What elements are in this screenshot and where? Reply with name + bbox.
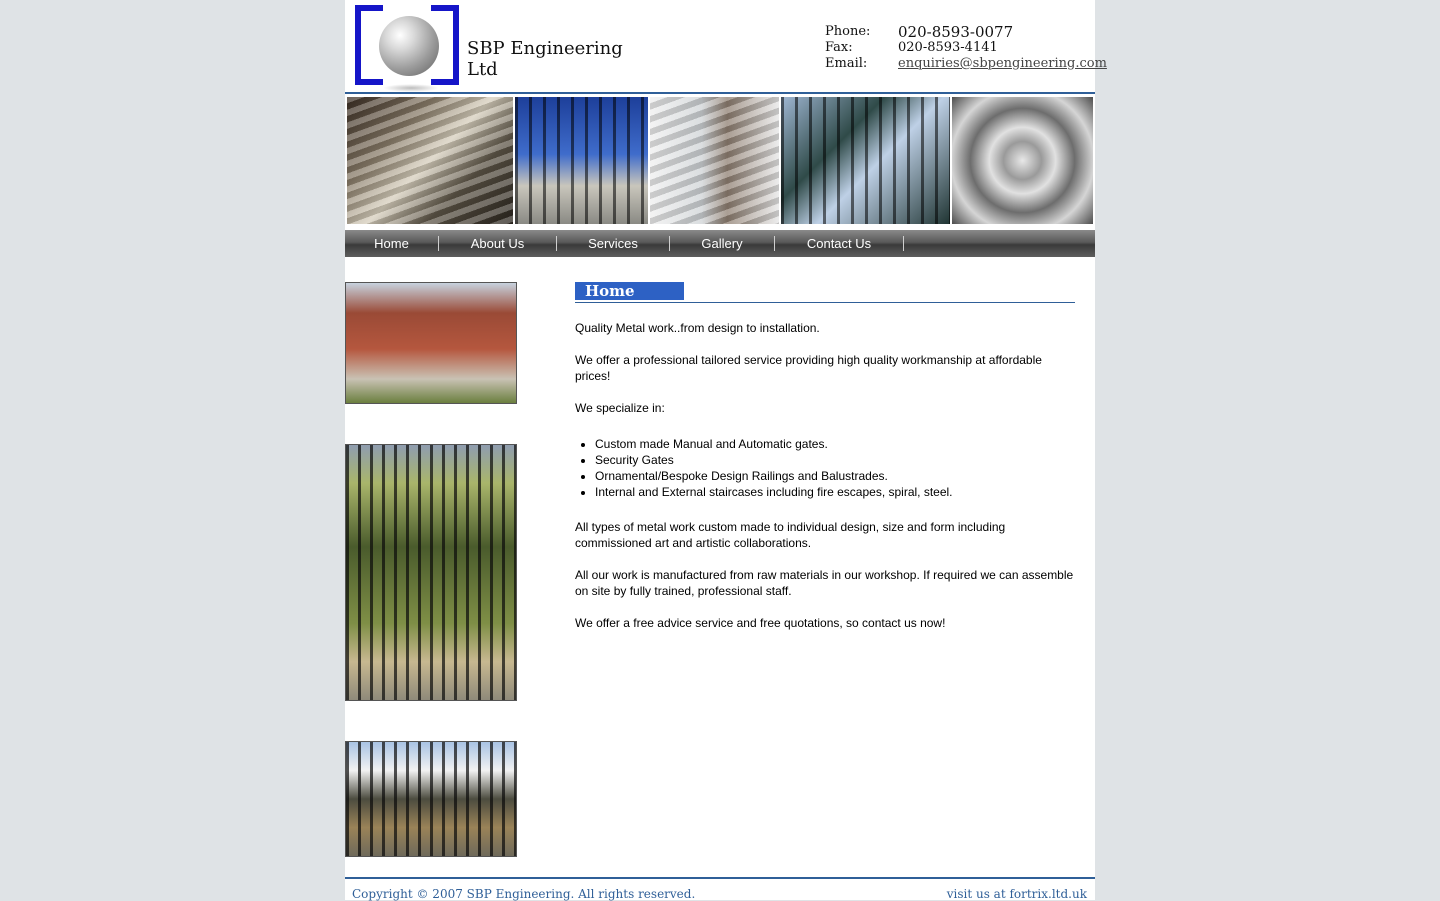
main-nav (345, 230, 1095, 257)
photo-ornamental-railing (345, 444, 517, 701)
section-heading-bar (575, 282, 1075, 303)
list-item: • Ornamental/Bespoke Design Railings and Balustrades. (595, 468, 1075, 484)
phone-number: 020-8593-0077 (898, 23, 1014, 41)
logo-sphere-icon (379, 16, 439, 76)
fax-number: 020-8593-4141 (898, 40, 998, 55)
banner-photo-ornamental-gate (781, 97, 950, 224)
offer-text: We offer a professional tailored service providing high quality workmanship at affordable prices! (575, 353, 1042, 383)
company-name: SBP Engineering Ltd (467, 38, 623, 80)
phone-label: Phone: (825, 24, 871, 39)
nav-services[interactable]: Services (588, 236, 638, 251)
credit-link[interactable]: visit us at fortrix.ltd.uk (946, 887, 1087, 901)
copyright-text: Copyright © 2007 SBP Engineering. All rights reserved. (352, 887, 696, 901)
email-label: Email: (825, 56, 868, 71)
photo-conservatory (345, 282, 517, 404)
page (345, 0, 1107, 901)
photo-driveway-gate (345, 741, 517, 857)
banner-photo-staircase (347, 97, 513, 224)
free-advice-text: We offer a free advice service and free quotations, so contact us now! (575, 616, 946, 630)
types-text: All types of metal work custom made to individual design, size and form including commissioned art and artistic collaborations. (575, 520, 1006, 550)
nav-contact-us[interactable]: Contact Us (806, 236, 872, 251)
email-link[interactable]: enquiries@sbpengineering.com (898, 56, 1107, 71)
fax-label: Fax: (825, 40, 853, 55)
company-logo[interactable] (353, 4, 653, 92)
nav-about-us[interactable]: About Us (470, 236, 525, 251)
manufactured-text: All our work is manufactured from raw materials in our workshop. If required we can assemble on site by fully trained, professional staff. (575, 568, 1074, 598)
list-item: • Custom made Manual and Automatic gates. (595, 436, 1075, 452)
footer-divider (345, 877, 1095, 879)
banner-photo-strip (347, 97, 1093, 224)
banner-photo-railing (515, 97, 648, 224)
intro-text: Quality Metal work..from design to installation. (575, 321, 820, 335)
nav-home[interactable]: Home (374, 236, 409, 251)
header-divider (345, 92, 1095, 94)
specialize-text: We specialize in: (575, 401, 665, 415)
list-item: • Internal and External staircases including fire escapes, spiral, steel. (595, 484, 1075, 500)
main-content (575, 282, 1075, 631)
logo-shadow (383, 84, 439, 92)
banner-photo-handrail (650, 97, 779, 224)
nav-separator (903, 236, 904, 251)
nav-gallery[interactable]: Gallery (701, 236, 743, 251)
banner-photo-spiral-stair (952, 97, 1093, 224)
list-item: • Security Gates (595, 452, 1075, 468)
services-list (575, 436, 1075, 500)
page-title: Home (575, 282, 684, 300)
